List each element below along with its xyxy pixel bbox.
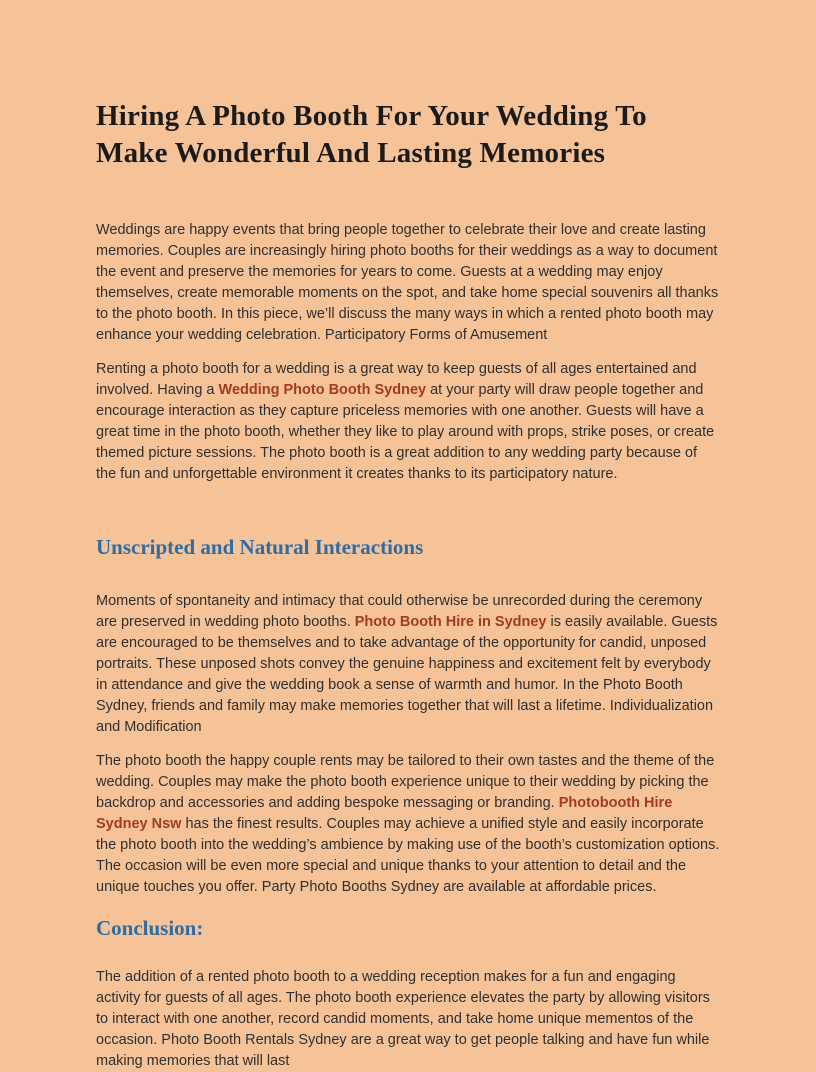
paragraph-customization: [96, 751, 720, 898]
link-photobooth-hire-sydney-nsw[interactable]: Photobooth Hire Sydney Nsw: [96, 794, 673, 832]
paragraph-intro: [96, 220, 720, 346]
heading-conclusion: Conclusion:: [96, 915, 204, 940]
article-title: Hiring A Photo Booth For Your Wedding To Make Wonderful And Lasting Memories: [96, 100, 647, 170]
paragraph-conclusion-text: The addition of a rented photo booth to a wedding reception makes for a fun and engaging activity for guests of all ages. The photo booth experience elevates the party by allowing visitors to interact with one another, record candid moments, and take home unique mementos of the occasion. Photo Booth Rentals Sydney are a great way to get people talking and have fun while making memories that will last: [96, 969, 710, 1070]
paragraph-customization-post: has the finest results. Couples may achieve a unified style and easily incorporate the photo booth into the wedding’s ambience by making use of the booth’s customization options. The occasion will be even more special and unique thanks to your attention to detail and the unique touches you offer. Party Photo Booths Sydney are available at affordable prices.: [96, 815, 720, 895]
paragraph-spontaneity-pre: Moments of spontaneity and intimacy that could otherwise be unrecorded during the ceremony are preserved in wedding photo booths.: [96, 592, 703, 630]
link-photo-booth-hire-in-sydney[interactable]: Photo Booth Hire in Sydney: [354, 613, 547, 630]
paragraph-renting: [96, 359, 720, 485]
paragraph-conclusion: [96, 967, 720, 1072]
paragraph-customization-pre: The photo booth the happy couple rents may be tailored to their own tastes and the theme of the wedding. Couples may make the photo booth experience unique to their wedding by picking the backdrop and accessories and adding bespoke messaging or branding.: [96, 752, 715, 811]
paragraph-renting-post: at your party will draw people together and encourage interaction as they capture priceless memories with one another. Guests will have a great time in the photo booth, whether they like to play around with props, strike poses, or create themed picture sessions. The photo booth is a great addition to any wedding party because of the fun and unforgettable environment it creates thanks to its participatory nature.: [96, 382, 715, 483]
paragraph-intro-text: Weddings are happy events that bring people together to celebrate their love and create lasting memories. Couples are increasingly hiring photo booths for their weddings as a way to document the event and preserve the memories for years to come. Guests at a wedding may enjoy themselves, create memorable moments on the spot, and take home special souvenirs all thanks to the photo booth. In this piece, we’ll discuss the many ways in which a rented photo booth may enhance your wedding celebration. Participatory Forms of Amusement: [96, 222, 719, 344]
paragraph-spontaneity: [96, 591, 720, 738]
paragraph-spontaneity-post: is easily available. Guests are encouraged to be themselves and to take advantage of the opportunity for candid, unposed portraits. These unposed shots convey the genuine happiness and excitement felt by everybody in attendance and give the wedding book a sense of warmth and humor. In the Photo Booth Sydney, friends and family may make memories together that will last a lifetime. Individualization and Modification: [96, 613, 718, 735]
link-wedding-photo-booth-sydney[interactable]: Wedding Photo Booth Sydney: [218, 382, 427, 399]
heading-unscripted-interactions: Unscripted and Natural Interactions: [96, 535, 424, 560]
paragraph-renting-pre: Renting a photo booth for a wedding is a great way to keep guests of all ages entertained and involved. Having a: [96, 361, 697, 399]
